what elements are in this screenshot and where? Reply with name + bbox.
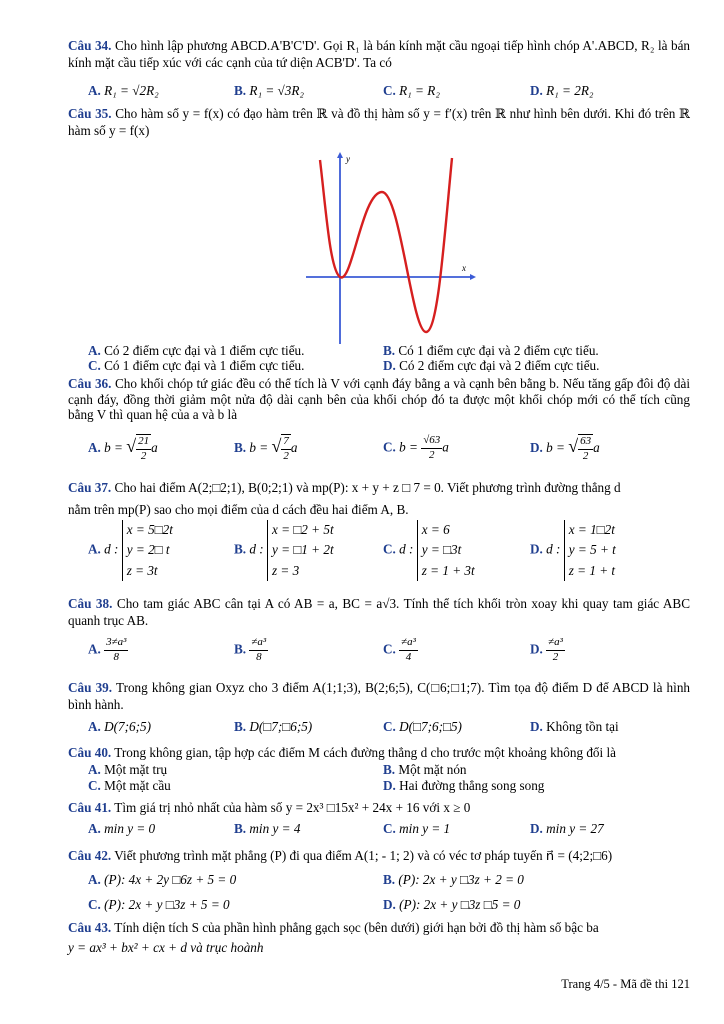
- option-b[interactable]: B. d : x = □2 + 5t y = □1 + 2t z = 3: [234, 520, 334, 581]
- option-a[interactable]: A. Có 2 điểm cực đại và 1 điểm cực tiểu.: [88, 343, 305, 358]
- question-number: Câu 37.: [68, 480, 112, 495]
- option-b[interactable]: B. min y = 4: [234, 821, 301, 836]
- question-number: Câu 36.: [68, 376, 112, 391]
- option-a[interactable]: A. b = √ $\frac{21}{2}$ a: [88, 435, 158, 462]
- question-text: Trong không gian Oxyz cho 3 điểm A(1;1;3), B(2;6;5), C(□6;□1;7). Tìm tọa độ điểm D để ABCD là hình bình hành.: [68, 680, 691, 712]
- question-number: Câu 42.: [68, 848, 112, 863]
- question-number: Câu 35.: [68, 106, 112, 121]
- option-d[interactable]: D. d : x = 1□2t y = 5 + t z = 1 + t: [530, 520, 616, 581]
- option-c[interactable]: C. b = $\frac{√63}{2}$ a: [383, 434, 449, 461]
- option-c[interactable]: C. R₁ = R₂: [383, 83, 440, 98]
- question-37: [68, 480, 690, 497]
- option-b[interactable]: B. $\frac{\text{≠a³}}{8}$: [234, 636, 267, 663]
- option-a[interactable]: A. (P): 4x + 2y □6z + 5 = 0: [88, 872, 237, 887]
- option-b[interactable]: B. b = √ $\frac{7}{2}$ a: [234, 435, 298, 462]
- option-b[interactable]: B. (P): 2x + y □3z + 2 = 0: [383, 872, 524, 887]
- option-d[interactable]: D. $\frac{\text{≠a³}}{2}$: [530, 636, 563, 663]
- option-c[interactable]: C. Một mặt cầu: [88, 778, 171, 793]
- question-text: Cho hình lập phương ABCD.A'B'C'D'. Gọi R₁ là bán kính mặt cầu ngoại tiếp hình chóp A'.ABCD, R₂ là bán kính mặt cầu tiếp xúc với các cạnh của tứ diện ACB'D'. Ta có: [68, 38, 691, 70]
- option-c[interactable]: C. min y = 1: [383, 821, 451, 836]
- question-43: [68, 920, 690, 937]
- option-c[interactable]: C. Có 1 điểm cực đại và 1 điểm cực tiểu.: [88, 358, 305, 373]
- option-c[interactable]: C. (P): 2x + y □3z + 5 = 0: [88, 897, 230, 912]
- option-a[interactable]: A. $\frac{\text{3≠a³}}{8}$: [88, 636, 127, 663]
- question-42: [68, 848, 690, 865]
- option-d[interactable]: D. b = √ $\frac{63}{2}$ a: [530, 435, 600, 462]
- option-b[interactable]: B. Có 1 điểm cực đại và 2 điểm cực tiểu.: [383, 343, 599, 358]
- question-text: Tính diện tích S của phần hình phẳng gạch sọc (bên dưới) giới hạn bởi đồ thị hàm số bậc ba: [114, 920, 599, 935]
- question-41: [68, 800, 690, 817]
- option-a[interactable]: A. D(7;6;5): [88, 719, 151, 734]
- option-c[interactable]: C. d : x = 6 y = □3t z = 1 + 3t: [383, 520, 475, 581]
- option-b[interactable]: B. D(□7;□6;5): [234, 719, 313, 734]
- question-text: Trong không gian, tập hợp các điểm M cách đường thẳng d cho trước một khoảng không đổi là: [114, 745, 616, 760]
- question-text: Cho khối chóp tứ giác đều có thể tích là V với cạnh đáy bằng a và cạnh bên bằng b. Nếu tăng gấp đôi độ dài cạnh đáy, đồng thời giảm một nửa độ dài cạnh bên của khối chóp đó ta được một khối chóp mới có thể tích cũng bằng V thì quan hệ của a và b là: [68, 376, 691, 423]
- question-text: Cho hai điểm A(2;□2;1), B(0;2;1) và mp(P): x + y + z □ 7 = 0. Viết phương trình đường thẳng d: [114, 480, 621, 495]
- option-a[interactable]: A. R₁ = √2R₂: [88, 83, 159, 98]
- question-36: [68, 376, 690, 423]
- question-37-cont: nằm trên mp(P) sao cho mọi điểm của d cách đều hai điểm A, B.: [68, 502, 409, 517]
- option-d[interactable]: D. Hai đường thẳng song song: [383, 778, 545, 793]
- derivative-graph: [300, 150, 480, 346]
- option-d[interactable]: D. Có 2 điểm cực đại và 2 điểm cực tiểu.: [383, 358, 600, 373]
- y-axis-arrow: [337, 152, 343, 158]
- question-text: Tìm giá trị nhỏ nhất của hàm số y = 2x³ □15x² + 24x + 16 với x ≥ 0: [114, 800, 471, 815]
- x-axis-arrow: [470, 274, 476, 280]
- y-axis-label: y: [346, 154, 350, 164]
- question-number: Câu 34.: [68, 38, 112, 53]
- question-number: Câu 39.: [68, 680, 113, 695]
- question-39: [68, 680, 690, 713]
- question-35: [68, 106, 690, 139]
- option-a[interactable]: A. d : x = 5□2t y = 2□ t z = 3t: [88, 520, 173, 581]
- option-d[interactable]: D. Không tồn tại: [530, 719, 619, 734]
- question-number: Câu 38.: [68, 596, 113, 611]
- option-b[interactable]: B. R₁ = √3R₂: [234, 83, 304, 98]
- question-number: Câu 41.: [68, 800, 112, 815]
- question-text: Cho tam giác ABC cân tại A có AB = a, BC = a√3. Tính thể tích khối tròn xoay khi quay tam giác ABC quanh trục AB.: [68, 596, 691, 628]
- x-axis-label: x: [462, 263, 466, 273]
- option-a[interactable]: A. Một mặt trụ: [88, 762, 168, 777]
- question-40: [68, 745, 690, 762]
- question-text: Cho hàm số y = f(x) có đạo hàm trên ℝ và đồ thị hàm số y = f′(x) trên ℝ như hình bên dưới. Khi đó trên ℝ hàm số y = f(x): [68, 106, 690, 138]
- question-number: Câu 43.: [68, 920, 112, 935]
- option-d[interactable]: D. (P): 2x + y □3z □5 = 0: [383, 897, 521, 912]
- page-footer: Trang 4/5 - Mã đề thi 121: [561, 977, 690, 991]
- question-text: Viết phương trình mặt phẳng (P) đi qua điểm A(1; - 1; 2) và có véc tơ pháp tuyến n⃗ = (4;2;□6): [114, 848, 613, 863]
- question-43-cont: y = ax³ + bx² + cx + d và trục hoành: [68, 940, 264, 955]
- option-d[interactable]: D. min y = 27: [530, 821, 604, 836]
- option-a[interactable]: A. min y = 0: [88, 821, 156, 836]
- question-38: [68, 596, 690, 629]
- question-number: Câu 40.: [68, 745, 112, 760]
- question-34: [68, 38, 690, 71]
- option-c[interactable]: C. $\frac{\text{≠a³}}{4}$: [383, 636, 416, 663]
- option-c[interactable]: C. D(□7;6;□5): [383, 719, 462, 734]
- option-d[interactable]: D. R₁ = 2R₂: [530, 83, 594, 98]
- option-b[interactable]: B. Một mặt nón: [383, 762, 467, 777]
